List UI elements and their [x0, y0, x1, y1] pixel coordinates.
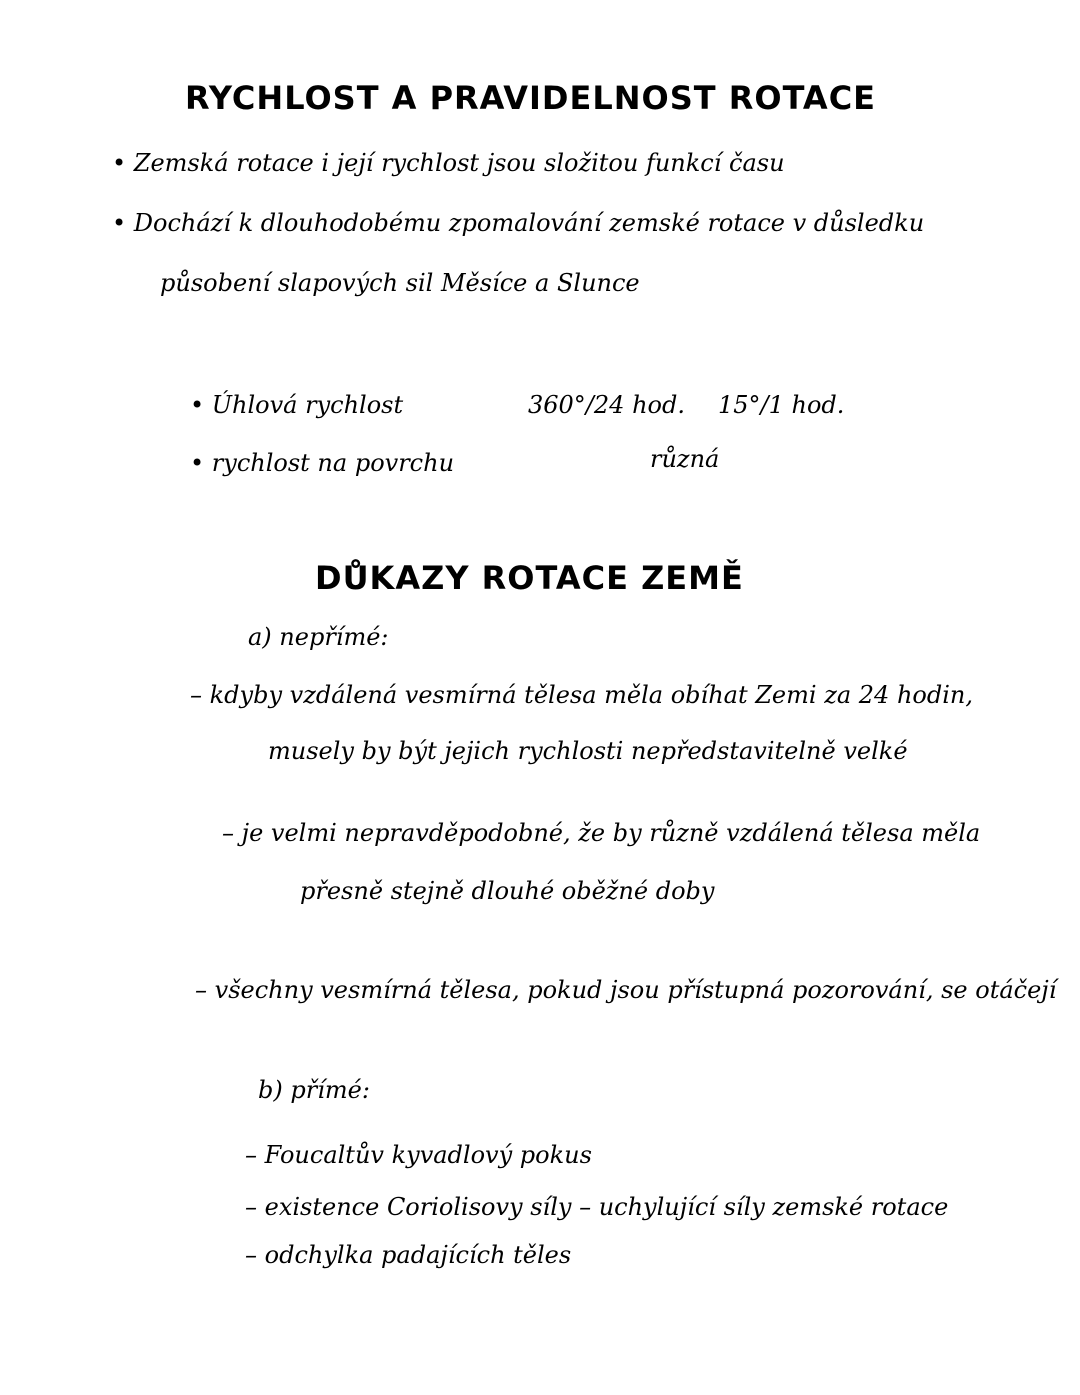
direct-evidence-label: b) přímé:: [258, 1076, 370, 1104]
bullet-rotation-slowdown-continued: působení slapových sil Měsíce a Slunce: [160, 269, 640, 297]
angular-speed-value-per-day: 360°/24 hod.: [528, 391, 685, 419]
surface-speed-value: různá: [650, 445, 720, 473]
indirect-evidence-3: – všechny vesmírná tělesa, pokud jsou přístupná pozorování, se otáčejí: [195, 976, 1057, 1004]
indirect-evidence-2-continued: přesně stejně dlouhé oběžné doby: [300, 877, 715, 905]
indirect-evidence-1: – kdyby vzdálená vesmírná tělesa měla obíhat Zemi za 24 hodin,: [190, 681, 973, 709]
section-title-rotation-speed: RYCHLOST A PRAVIDELNOST ROTACE: [185, 79, 877, 117]
angular-speed-value-per-hour: 15°/1 hod.: [718, 391, 845, 419]
direct-evidence-2: – existence Coriolisovy síly – uchylující síly zemské rotace: [245, 1193, 949, 1221]
indirect-evidence-label: a) nepřímé:: [248, 623, 389, 651]
indirect-evidence-2: – je velmi nepravděpodobné, že by různě vzdálená tělesa měla: [222, 819, 981, 847]
section-title-rotation-evidence: DŮKAZY ROTACE ZEMĚ: [315, 559, 744, 597]
direct-evidence-3: – odchylka padajících těles: [245, 1241, 572, 1269]
angular-speed-label: • Úhlová rychlost: [190, 391, 404, 419]
indirect-evidence-1-continued: musely by být jejich rychlosti nepředstavitelně velké: [268, 737, 908, 765]
direct-evidence-1: – Foucaltův kyvadlový pokus: [245, 1141, 592, 1169]
bullet-rotation-function-of-time: • Zemská rotace i její rychlost jsou složitou funkcí času: [112, 149, 785, 177]
bullet-rotation-slowdown: • Dochází k dlouhodobému zpomalování zemské rotace v důsledku: [112, 209, 925, 237]
surface-speed-label: • rychlost na povrchu: [190, 449, 455, 477]
